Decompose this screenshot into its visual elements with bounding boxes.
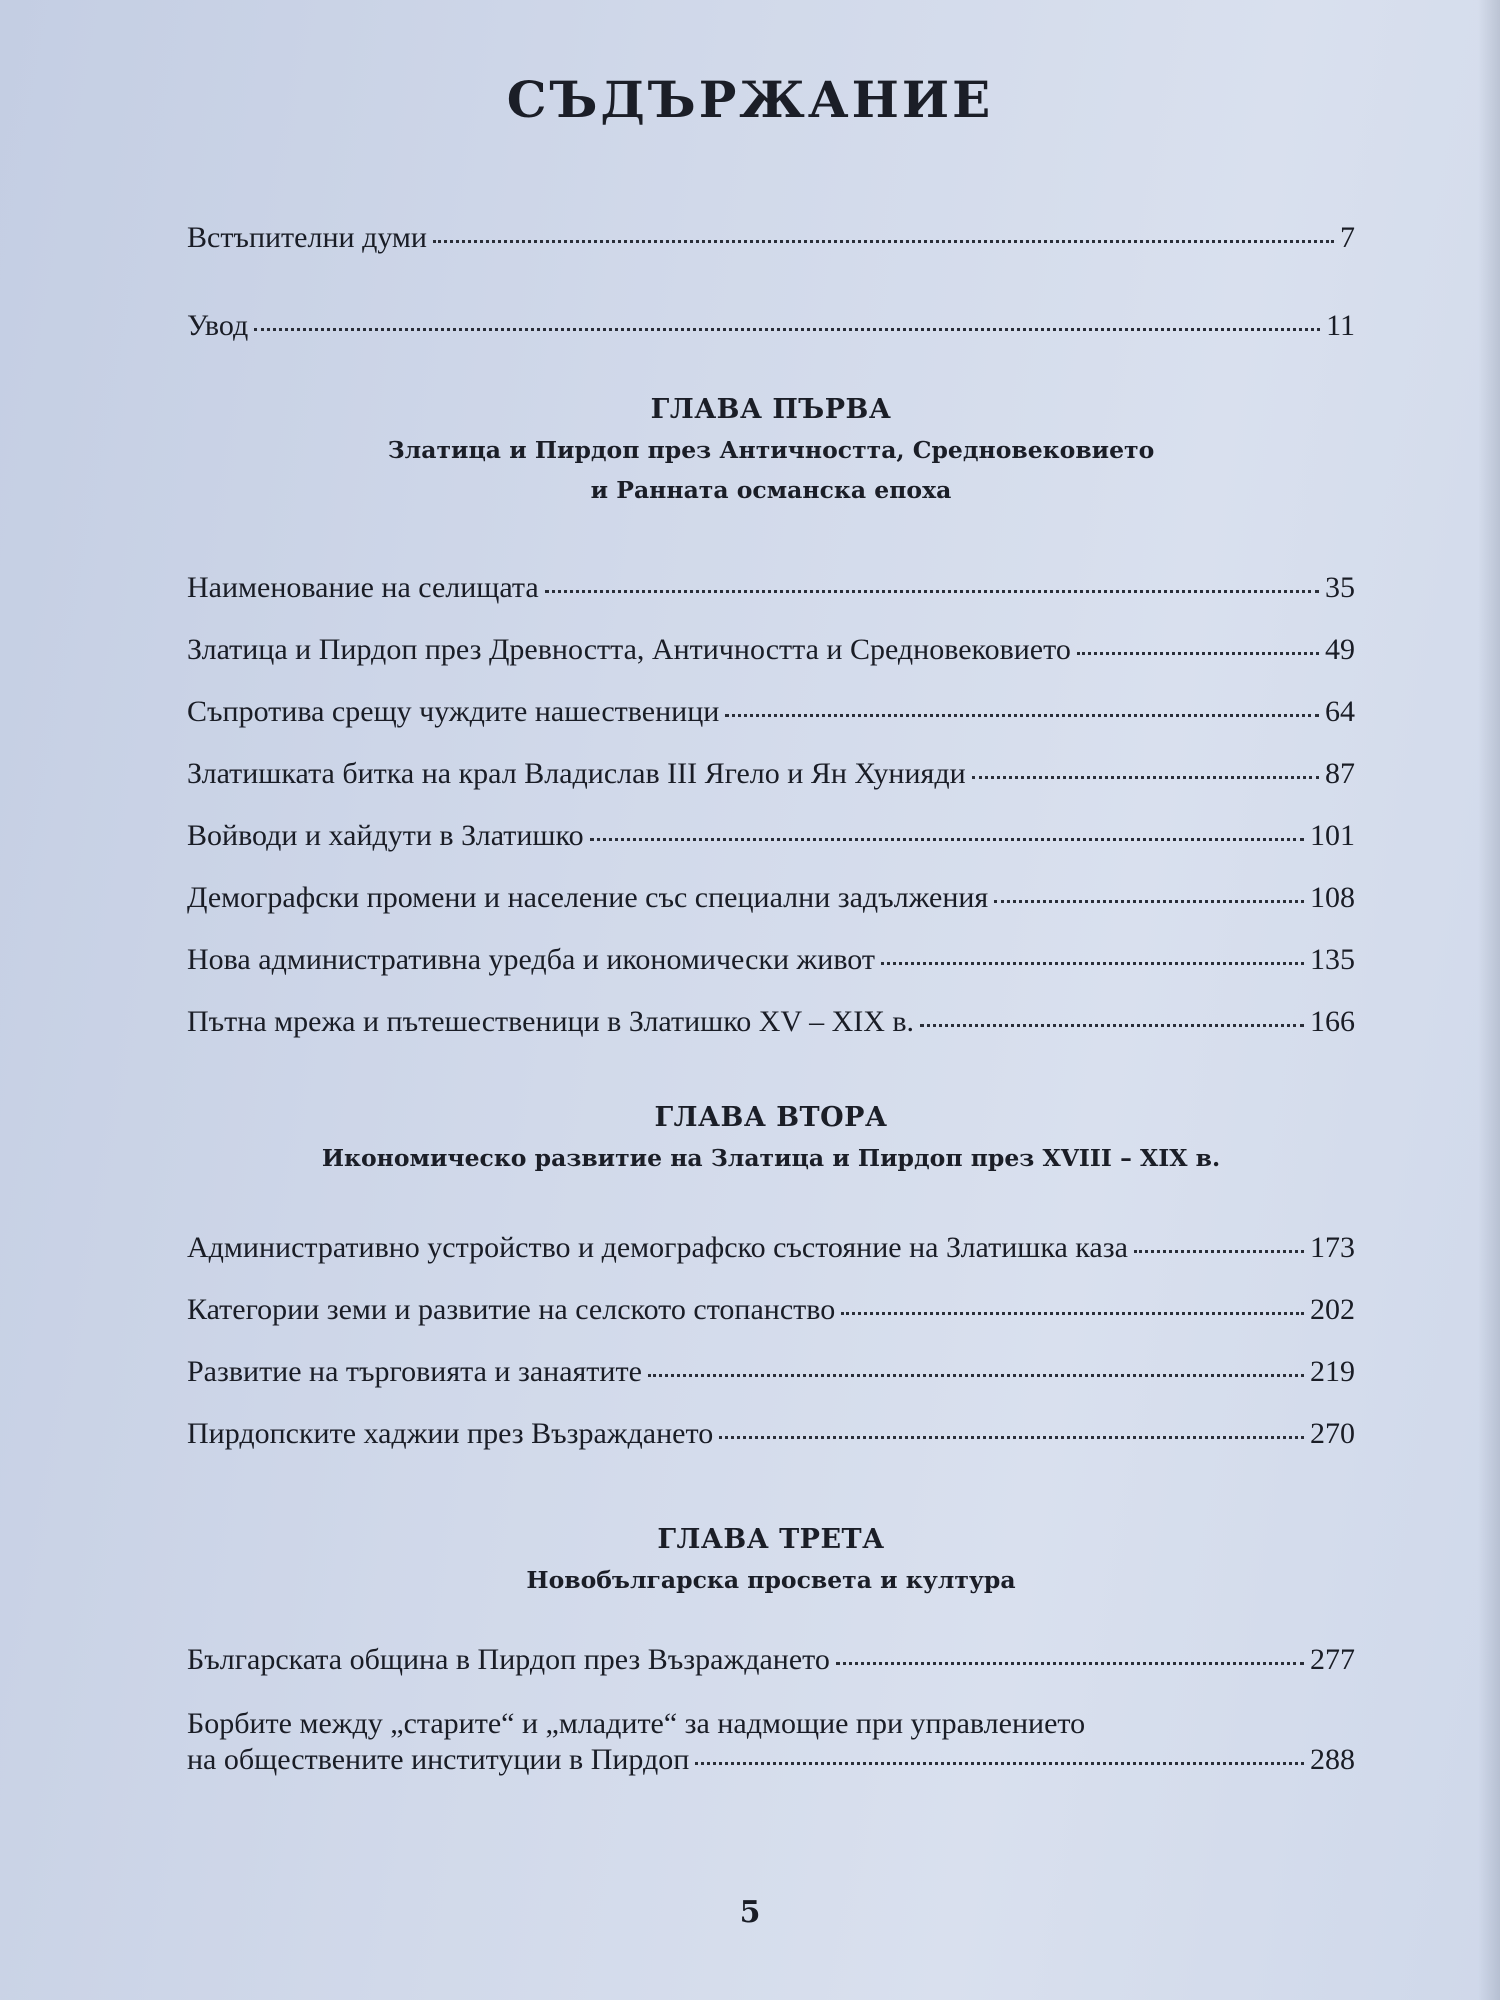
chapter-subtitle-line: Новобългарска просвета и култура — [526, 1566, 1016, 1594]
toc-entry-label: Демографски промени и население със специални задължения — [187, 881, 989, 914]
leader-dots — [881, 961, 1304, 965]
leader-dots — [920, 1023, 1304, 1027]
toc-entry-page: 7 — [1340, 221, 1355, 254]
toc-entry-page: 219 — [1310, 1355, 1355, 1388]
toc-entry-page: 64 — [1325, 695, 1355, 728]
page-number: 5 — [739, 1895, 761, 1930]
leader-dots — [254, 327, 1320, 331]
chapter-title: ГЛАВА ТРЕТА — [657, 1524, 885, 1555]
toc-entry[interactable] — [187, 818, 1355, 854]
chapter-subtitle-line: и Ранната османска епоха — [590, 476, 952, 504]
toc-entry-page: 173 — [1310, 1231, 1355, 1264]
toc-entry-label-line: на обществените институции в Пирдоп — [187, 1743, 690, 1776]
chapter-heading-1 — [187, 390, 1355, 510]
leader-dots — [545, 589, 1319, 593]
leader-dots — [725, 713, 1319, 717]
toc-entry-page: 135 — [1310, 943, 1355, 976]
toc-entry-label: Съпротива срещу чуждите нашественици — [187, 695, 720, 728]
toc-entry-page: 288 — [1310, 1743, 1355, 1776]
toc-entry-page: 166 — [1310, 1005, 1355, 1038]
leader-dots — [1134, 1249, 1304, 1253]
toc-entry-label: Златица и Пирдоп през Древността, Античността и Средновековието — [187, 633, 1071, 666]
toc-entry-page: 49 — [1325, 633, 1355, 666]
toc-entry-label: Пирдопските хаджии през Възраждането — [187, 1417, 714, 1450]
toc-entry-page: 108 — [1310, 881, 1355, 914]
page-edge-shadow — [1478, 0, 1500, 2000]
toc-entry[interactable] — [187, 1354, 1355, 1390]
leader-dots — [695, 1761, 1304, 1765]
toc-entry[interactable] — [187, 1004, 1355, 1040]
toc-entry-page: 87 — [1325, 757, 1355, 790]
toc-entry[interactable] — [187, 756, 1355, 792]
toc-entry-label: Развитие на търговията и занаятите — [187, 1355, 642, 1388]
toc-entry-label: Увод — [187, 309, 249, 342]
toc-entry[interactable] — [187, 632, 1355, 668]
toc-entry-multiline[interactable] — [187, 1706, 1355, 1778]
leader-dots — [719, 1435, 1304, 1439]
toc-entry-label: Войводи и хайдути в Златишко — [187, 819, 584, 852]
toc-entry-label: Нова административна уредба и икономически живот — [187, 943, 876, 976]
toc-entry-page: 202 — [1310, 1293, 1355, 1326]
toc-entry-last-line — [187, 1742, 1355, 1778]
toc-entry-page: 270 — [1310, 1417, 1355, 1450]
toc-entry-label: Златишката битка на крал Владислав III Ягело и Ян Хунияди — [187, 757, 966, 790]
toc-entry[interactable] — [187, 1230, 1355, 1266]
toc-entry[interactable] — [187, 942, 1355, 978]
toc-entry-introduction[interactable] — [187, 308, 1355, 344]
toc-entry[interactable] — [187, 880, 1355, 916]
toc-entry[interactable] — [187, 1416, 1355, 1452]
leader-dots — [433, 239, 1334, 243]
chapter-title: ГЛАВА ВТОРА — [654, 1102, 888, 1133]
toc-entry-label: Административно устройство и демографско състояние на Златишка каза — [187, 1231, 1128, 1264]
toc-entry-label: Встъпителни думи — [187, 221, 427, 254]
toc-entry[interactable] — [187, 694, 1355, 730]
chapter-subtitle-line: Икономическо развитие на Златица и Пирдоп през XVIII – XIX в. — [321, 1144, 1221, 1172]
leader-dots — [841, 1311, 1304, 1315]
toc-entry-label-line: Борбите между „старите“ и „младите“ за надмощие при управлението — [187, 1707, 1086, 1740]
toc-entry[interactable] — [187, 1292, 1355, 1328]
leader-dots — [590, 837, 1304, 841]
toc-entry-label: Категории земи и развитие на селското стопанство — [187, 1293, 836, 1326]
toc-entry-page: 101 — [1310, 819, 1355, 852]
leader-dots — [994, 899, 1304, 903]
toc-entry-page: 277 — [1310, 1643, 1355, 1676]
chapter-heading-2 — [187, 1098, 1355, 1178]
chapter-subtitle-line: Златица и Пирдоп през Античността, Средновековието — [387, 436, 1155, 464]
leader-dots — [1077, 651, 1319, 655]
toc-entry-label: Наименование на селищата — [187, 571, 539, 604]
page-title: СЪДЪРЖАНИЕ — [506, 70, 994, 129]
toc-entry-label: Пътна мрежа и пътешественици в Златишко XV – XIX в. — [187, 1005, 915, 1038]
toc-entry[interactable] — [187, 570, 1355, 606]
toc-entry-introductory-words[interactable] — [187, 220, 1355, 256]
chapter-title: ГЛАВА ПЪРВА — [650, 394, 892, 425]
toc-entry-page: 35 — [1325, 571, 1355, 604]
toc-entry-page: 11 — [1326, 309, 1355, 342]
chapter-heading-3 — [187, 1520, 1355, 1600]
leader-dots — [972, 775, 1319, 779]
toc-entry[interactable] — [187, 1642, 1355, 1678]
leader-dots — [648, 1373, 1304, 1377]
toc-entry-label: Българската община в Пирдоп през Възраждането — [187, 1643, 830, 1676]
leader-dots — [836, 1661, 1304, 1665]
